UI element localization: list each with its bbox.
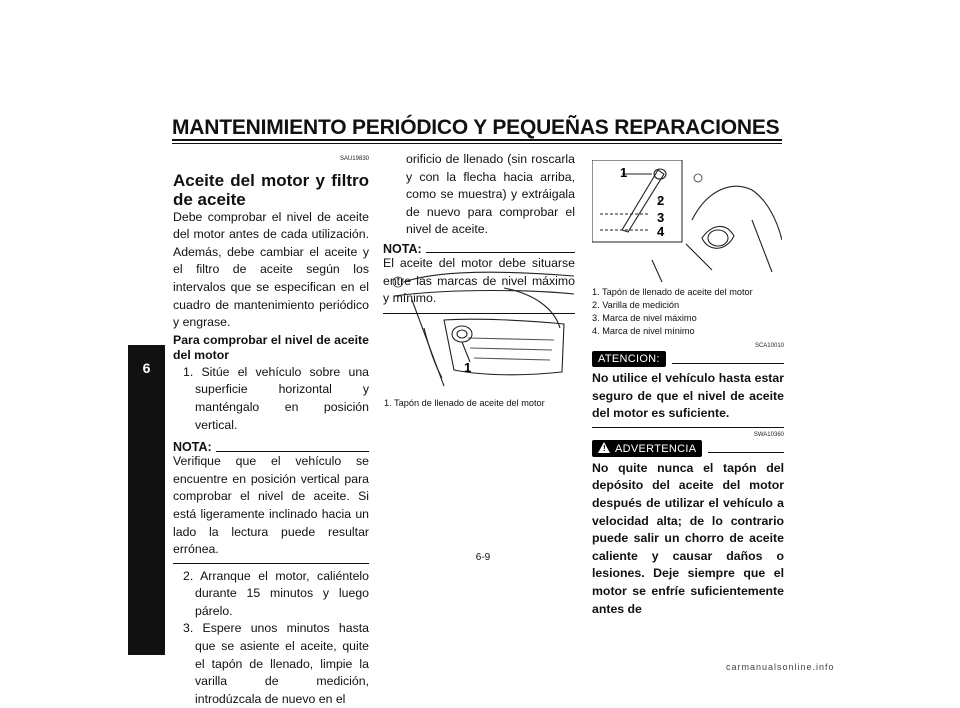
- step-2: 2. Arranque el motor, caliéntelo durante 15 minutos y luego párelo.: [183, 568, 369, 618]
- subheading: Para comprobar el nivel de aceite del motor: [173, 332, 369, 362]
- note-text-2: El aceite del motor debe situarse entre las marcas de nivel máximo y mínimo.: [383, 255, 575, 306]
- column-1: [173, 151, 369, 708]
- intro-paragraph: Debe comprobar el nivel de aceite del motor antes de cada utilización. Además, debe cambiar el aceite y el filtro de aceite según los intervalos que se especifican en el cuadro de mantenimiento periódico y engrase.: [173, 209, 369, 330]
- warning-heading-rule: [708, 444, 784, 453]
- figure-caption-1: 1. Tapón de llenado de aceite del motor: [384, 398, 545, 408]
- warning-triangle-icon: !: [598, 442, 610, 453]
- page-number: 6-9: [475, 552, 491, 563]
- figure-caption-2-line-1: 1. Tapón de llenado de aceite del motor: [592, 287, 753, 297]
- note-label-2: NOTA:: [383, 241, 422, 256]
- page-header-title: MANTENIMIENTO PERIÓDICO Y PEQUEÑAS REPARACIONES: [172, 116, 780, 139]
- figure-callout-1: 1: [464, 360, 472, 375]
- caution-end-rule: [592, 427, 784, 428]
- figure-callout-dipstick-4: 4: [657, 224, 665, 239]
- chapter-tab-number: 6: [142, 360, 151, 376]
- step-3-continued: orificio de llenado (sin roscarla y con la flecha hacia arriba, como se muestra) y extráigala de nuevo para comprobar el nivel de aceite.: [406, 152, 575, 237]
- header-rule-thin: [172, 143, 782, 144]
- note-label: NOTA:: [173, 440, 212, 455]
- step-3: 3. Espere unos minutos hasta que se asiente el aceite, quite el tapón de llenado, limpie la varilla de medición, introdúzcala de nuevo en el: [183, 621, 369, 706]
- section-code: SAU19830: [339, 156, 369, 162]
- figure-dipstick: [592, 160, 782, 282]
- caution-badge: ATENCION:: [592, 351, 666, 367]
- figure-callout-dipstick-3: 3: [657, 210, 665, 225]
- figure-caption-2-line-4: 4. Marca de nivel mínimo: [592, 326, 695, 336]
- section-title: Aceite del motor y filtro de aceite: [173, 170, 369, 209]
- figure-oil-filler-cap: [384, 268, 574, 390]
- caution-code: SCA10010: [754, 343, 784, 349]
- step-1: 1. Sitúe el vehículo sobre una superficie horizontal y manténgalo en posición vertical.: [183, 364, 369, 432]
- caution-heading: [592, 351, 784, 367]
- note-end-rule: [173, 563, 369, 564]
- note-heading-rule-2: [426, 244, 575, 253]
- note-heading: [173, 441, 369, 453]
- warning-label: ADVERTENCIA: [615, 442, 697, 455]
- warning-code: SWA10360: [753, 431, 784, 438]
- caution-text: No utilice el vehículo hasta estar seguro de que el nivel de aceite del motor es suficiente.: [592, 371, 784, 421]
- warning-text: No quite nunca el tapón del depósito del aceite del motor después de utilizar el vehículo a velocidad alta; de lo contrario puede salir un chorro de aceite caliente y causar daños o lesiones. Deje siempre que el motor se enfríe suficientemente antes de: [592, 460, 784, 616]
- note-heading-2: [383, 243, 575, 255]
- header-rule: [172, 139, 782, 141]
- warning-heading: [592, 440, 784, 457]
- note-text: Verifique que el vehículo se encuentre en posición vertical para comprobar el nivel de aceite. Si está ligeramente inclinado hacia un lado la lectura puede resultar errónea.: [173, 454, 369, 557]
- column-3: [592, 286, 784, 618]
- figure-caption-2-line-3: 3. Marca de nivel máximo: [592, 313, 697, 323]
- figure-marker-icon-2: [694, 174, 702, 182]
- figure-caption-2-line-2: 2. Varilla de medición: [592, 300, 680, 310]
- chapter-tab: [128, 345, 165, 655]
- caution-heading-rule: [672, 355, 784, 364]
- footer-watermark[interactable]: carmanualsonline.info: [726, 662, 835, 672]
- figure-callout-dipstick-2: 2: [657, 193, 665, 208]
- warning-badge: [592, 440, 702, 457]
- figure-callout-dipstick-1: 1: [620, 165, 628, 180]
- figure-marker-icon: [393, 277, 403, 287]
- note-heading-rule: [216, 443, 369, 452]
